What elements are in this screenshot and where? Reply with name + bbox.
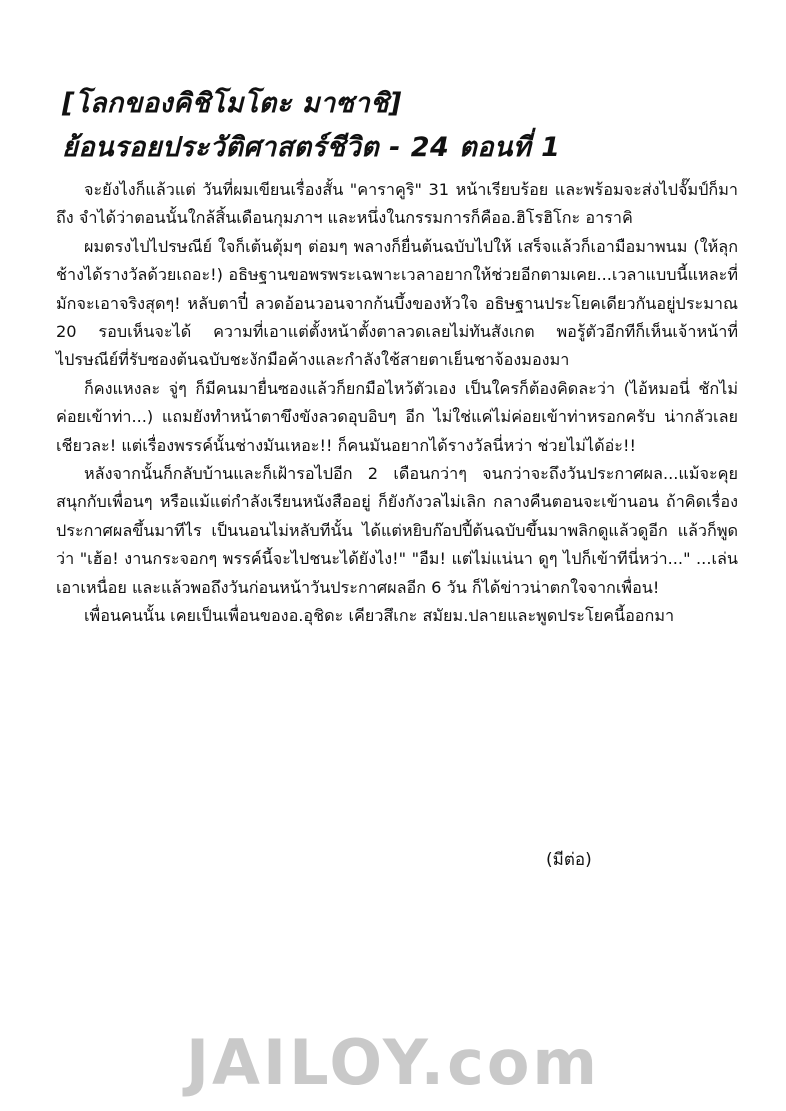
paragraph-1: จะยังไงก็แล้วแต่ วันที่ผมเขียนเรื่องสั้น "คาราคูริ" 31 หน้าเรียบร้อย และพร้อมจะส่งไปจั๊มป์ก็มาถึง จำได้ว่าตอนนั้นใกล้สิ้นเดือนกุมภาฯ และหนึ่งในกรรมการก็คืออ.ฮิโรฮิโกะ อาราคิ [56,180,738,228]
article-title [62,82,742,170]
site-watermark: JAILOY.com [185,1026,601,1099]
paragraph-2: ผมตรงไปไปรษณีย์ ใจก็เต้นตุ้มๆ ต่อมๆ พลางก็ยื่นต้นฉบับไปให้ เสร็จแล้วก็เอามือมาพนม (ให้ลุกช้างได้รางวัลด้วยเถอะ!) อธิษฐานขอพรพระเฉพาะเวลาอยากให้ช่วยอีกตามเคย...เวลาแบบนี้แหละที่มักจะเอาจริงสุดๆ! หลับตาปี๋ ลวดอ้อนวอนจากก้นบึ้งของหัวใจ อธิษฐานประโยคเดียวกันอยู่ประมาณ 20 รอบเห็นจะได้ ความที่เอาแต่ตั้งหน้าตั้งตาลวดเลยไม่ทันสังเกต พอรู้ตัวอีกทีก็เห็นเจ้าหน้าที่ไปรษณีย์ที่รับซองต้นฉบับชะงักมือค้างและกำลังใช้สายตาเย็นชาจ้องมองมา [56,236,738,370]
paragraph-4: หลังจากนั้นก็กลับบ้านและก็เฝ้ารอไปอีก 2 เดือนกว่าๆ จนกว่าจะถึงวันประกาศผล...แม้จะคุยสนุกกับเพื่อนๆ หรือแม้แต่กำลังเรียนหนังสืออยู่ ก็ยังกังวลไม่เลิก กลางคืนตอนจะเข้านอน ถ้าคิดเรื่องประกาศผลขึ้นมาทีไร เป็นนอนไม่หลับทีนั้น ได้แต่หยิบก๊อปปี้ต้นฉบับขึ้นมาพลิกดูแล้วดูอีก แล้วก็พูดว่า "เฮ้อ! งานกระจอกๆ พรรค์นี้จะไปชนะได้ยังไง!" "อืม! แต่ไม่แน่นา ดูๆ ไปก็เข้าทีนี่หว่า..." ...เล่นเอาเหนื่อย และแล้วพอถึงวันก่อนหน้าวันประกาศผลอีก 6 วัน ก็ได้ข่าวน่าตกใจจากเพื่อน! [56,464,738,597]
paragraph-5: เพื่อนคนนั้น เคยเป็นเพื่อนของอ.อุชิดะ เคียวสึเกะ สมัยม.ปลายและพูดประโยคนี้ออกมา [84,606,675,626]
to-be-continued-note: (มีต่อ) [546,850,592,870]
title-line-2: ย้อนรอยประวัติศาสตร์ชีวิต - 24 ตอนที่ 1 [62,132,561,163]
title-line-1: [โลกของคิชิโมโตะ มาซาชิ] [62,88,402,119]
article-body [56,176,738,631]
paragraph-3: ก็คงแหงละ จู่ๆ ก็มีคนมายื่นซองแล้วก็ยกมือไหว้ตัวเอง เป็นใครก็ต้องคิดละว่า (ไอ้หมอนี่ ชักไม่ค่อยเข้าท่า...) แถมยังทำหน้าตาขึงขังลวดอุบอิบๆ อีก ไม่ใช่แค่ไม่ค่อยเข้าท่าหรอกครับ น่ากลัวเลยเชียวละ! แต่เรื่องพรรค์นั้นช่างมันเหอะ!! ก็คนมันอยากได้รางวัลนี่หว่า ช่วยไม่ได้อ่ะ!! [56,378,738,455]
